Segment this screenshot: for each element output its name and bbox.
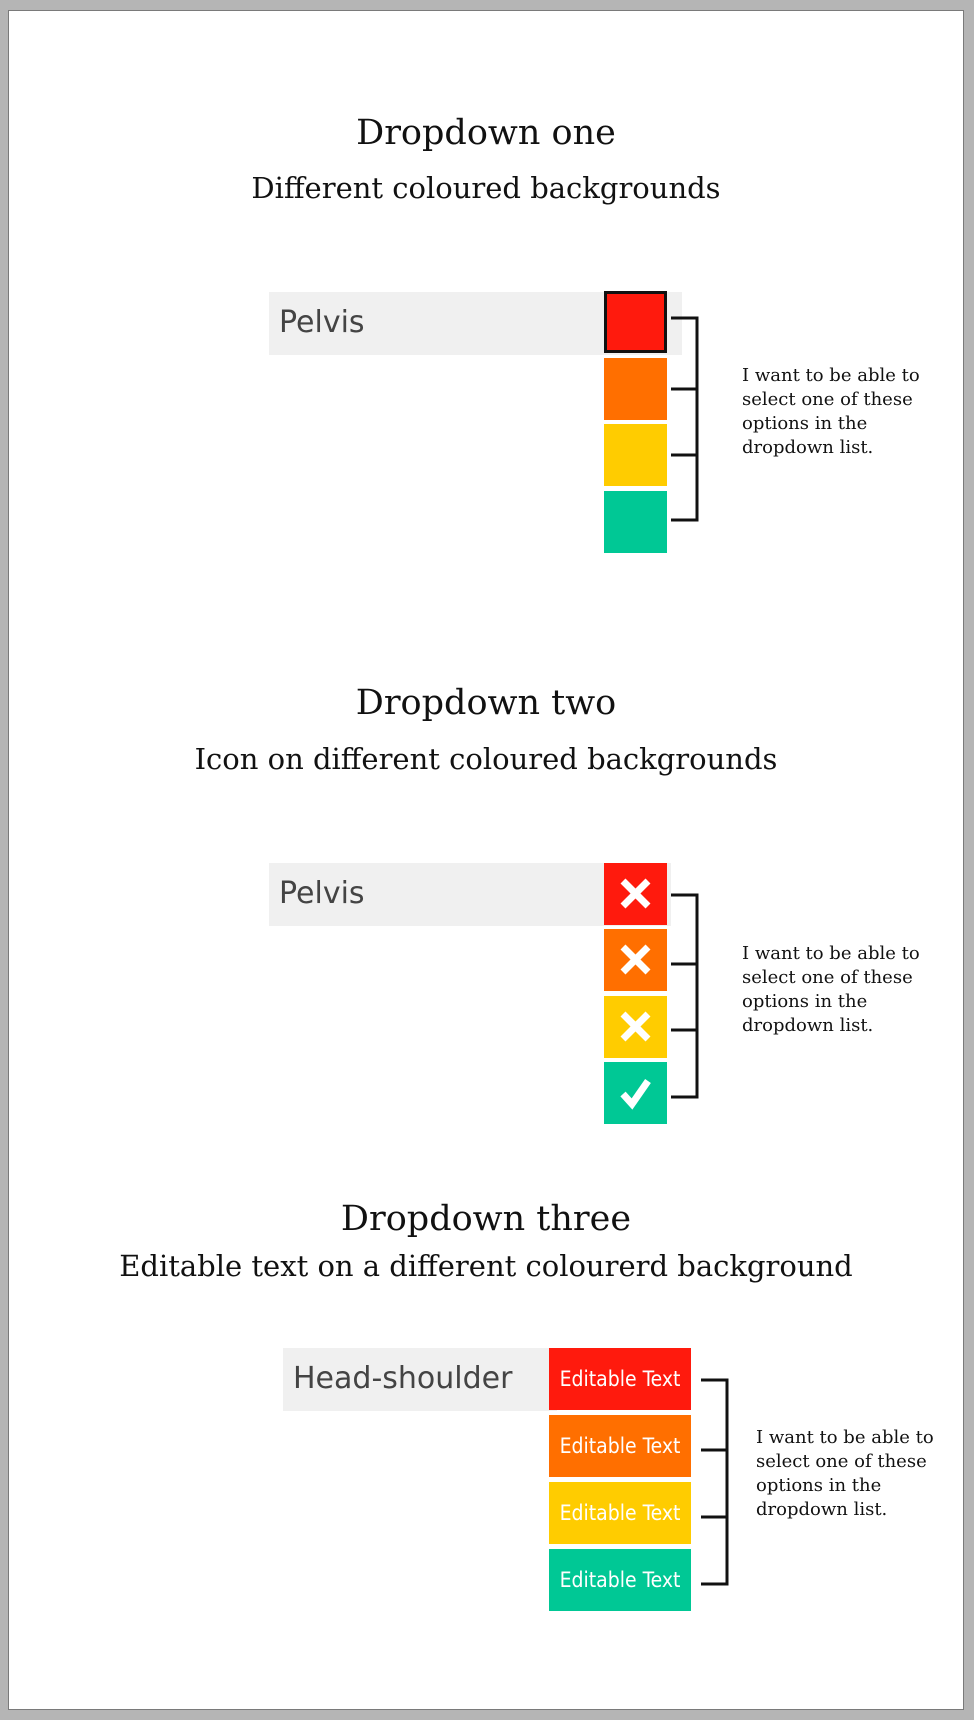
color-option-orange[interactable] <box>604 358 667 420</box>
bracket-connector <box>669 893 703 1103</box>
cross-icon <box>604 996 667 1058</box>
text-option-red[interactable]: Editable Text <box>549 1348 691 1410</box>
annotation-note: I want to be able to select one of these options in the dropdown list. <box>742 943 920 1036</box>
dropdown-field[interactable]: Head-shoulder <box>283 1348 557 1411</box>
text-option-green[interactable]: Editable Text <box>549 1549 691 1611</box>
bracket-connector <box>699 1378 733 1588</box>
section-subtitle: Different coloured backgrounds <box>251 171 721 205</box>
icon-option-orange[interactable] <box>604 929 667 991</box>
color-option-red[interactable] <box>604 291 667 353</box>
annotation-note: I want to be able to select one of these options in the dropdown list. <box>742 365 920 458</box>
section-title: Dropdown two <box>355 683 617 723</box>
section-title: Dropdown one <box>356 113 616 153</box>
check-icon <box>604 1062 667 1124</box>
section-subtitle: Editable text on a different colourerd background <box>119 1249 853 1283</box>
bracket-connector <box>669 316 703 526</box>
dropdown-field[interactable]: Pelvis <box>269 863 671 926</box>
cross-icon <box>604 929 667 991</box>
icon-option-green[interactable] <box>604 1062 667 1124</box>
section-subtitle: Icon on different coloured backgrounds <box>194 742 778 776</box>
annotation-note: I want to be able to select one of these options in the dropdown list. <box>756 1427 934 1520</box>
color-option-green[interactable] <box>604 491 667 553</box>
icon-option-yellow[interactable] <box>604 996 667 1058</box>
dropdown-field[interactable]: Pelvis <box>269 292 682 355</box>
text-option-yellow[interactable]: Editable Text <box>549 1482 691 1544</box>
text-option-orange[interactable]: Editable Text <box>549 1415 691 1477</box>
section-title: Dropdown three <box>340 1199 632 1239</box>
cross-icon <box>604 863 667 925</box>
color-option-yellow[interactable] <box>604 424 667 486</box>
page <box>8 10 964 1710</box>
icon-option-red[interactable] <box>604 863 667 925</box>
